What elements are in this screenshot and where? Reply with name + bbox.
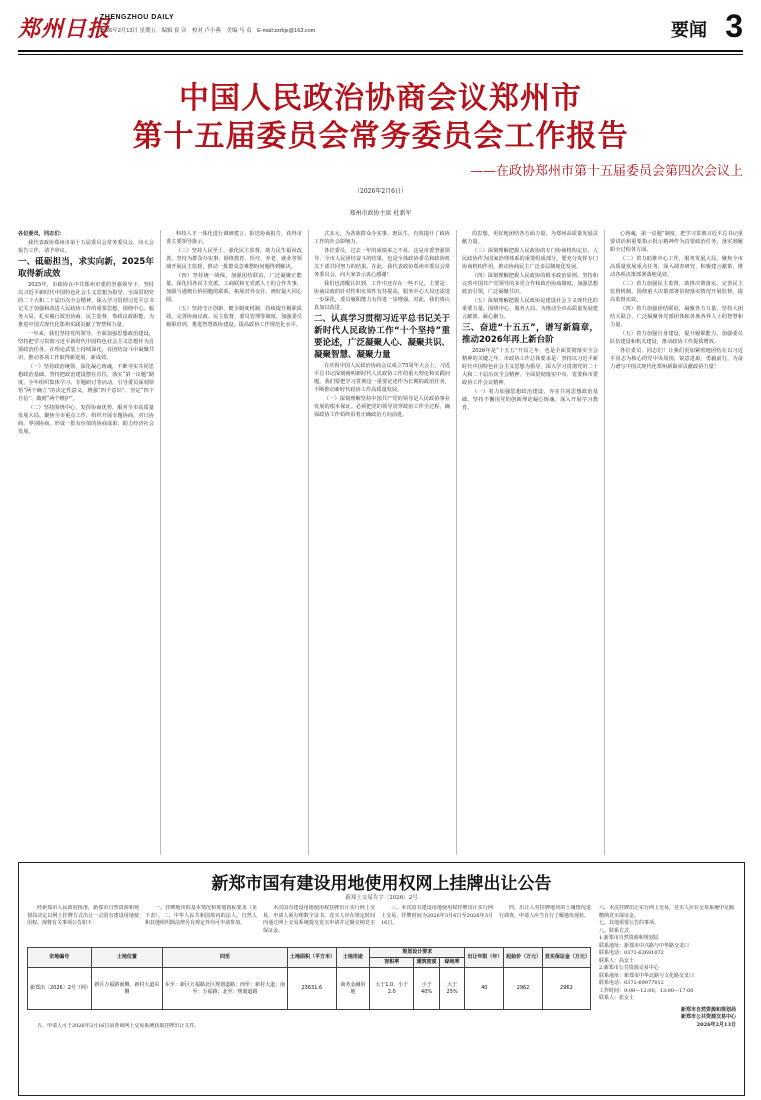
col-header: 宗地编号: [28, 948, 92, 968]
table-row: [28, 968, 591, 1010]
notice-column: [381, 905, 493, 941]
notice-line: 2.新郑市公共资源交易中心: [599, 965, 659, 971]
notice-line: 1.新郑市自然资源和规划局: [599, 935, 659, 941]
page-number: 3: [725, 8, 743, 44]
masthead-rule-thin: [18, 54, 743, 55]
headline: [18, 80, 743, 156]
logo-english: ZHENGZHOU DAILY: [100, 14, 175, 21]
col-subheader: 建筑密度: [414, 958, 440, 968]
paragraph: （二）坚持围绕中心，发挥协商优势，服务全市高质量发展大局。聚焦全市重点工作，组织开展专题协商、对口协商、界别协商，形成一批有价值的协商成果，助力经济社会发展。: [18, 405, 154, 435]
signature-line: 新郑市自然资源和规划局: [680, 1006, 736, 1013]
table-cell: 小于40%: [414, 968, 440, 1010]
column-3: [314, 230, 450, 855]
paragraph: 的思想，更好地团结各方面力量，为郑州高质量发展贡献力量。: [462, 231, 598, 245]
col-subheader: 容积率: [370, 958, 414, 968]
paragraph: （三）坚持人民至上，强化民主监督，助力民生福祉改善。坚持为群众办实事，围绕教育、医疗、养老、就业等领域开展民主监督，推动一批群众急难愁盼问题得到解决。: [166, 248, 302, 270]
paragraph: （四）深刻理解把握人民政协的根本政治原则。坚持和完善中国共产党领导的多党合作和政治协商制度，加强思想政治引领，广泛凝聚共识。: [462, 273, 598, 295]
col-header: 土地位置: [91, 948, 162, 968]
col-header: 竞买保证金（万元）: [542, 948, 590, 968]
notice-contacts: [599, 905, 736, 1090]
notice-column: [499, 905, 591, 941]
section-heading-2: 二、认真学习贯彻习近平总书记关于新时代人民政协工作“十个坚持”重要论述，广泛凝聚人心、凝聚共识、凝聚智慧、凝聚力量: [314, 314, 450, 360]
report-date: （2026年2月6日）: [354, 188, 407, 195]
notice-title: 新郑市国有建设用地使用权网上挂牌出让公告: [211, 874, 552, 894]
column-1: [18, 230, 154, 855]
col-header: 规划设计要求: [370, 948, 465, 958]
headline-line-1: 中国人民政治协商会议郑州市: [179, 81, 582, 116]
paragraph: （三）深刻理解把握人民政协的专门协商机构定位。人民政协作为国家治理体系的重要组成部分，要充分发挥专门协商机构作用，推动协商民主广泛多层制度化发展。: [462, 248, 598, 270]
notice-line: 六、本次挂牌出让实行网上交易，竞买人应在交易系统中足额缴纳竞买保证金。: [599, 905, 735, 919]
paragraph: （一）坚持政治统领，深化凝心铸魂，不断夯实共同思想政治基础。坚持把政治建设摆在首位，落实“第一议题”制度，全年组织集体学习、专题研讨等活动，引导委员深刻领悟“两个确立”的决定性意义，增强“四个意识”、坚定“四个自信”、做到“两个维护”。: [18, 364, 154, 402]
table-cell: 新郑出〔2026〕2号（网）: [28, 968, 92, 1010]
section-heading-3: 三、奋进“十五五”，谱写新篇章，推动2026年再上新台阶: [462, 323, 598, 345]
col-header: 土地用途: [336, 948, 370, 968]
column-2: [166, 230, 302, 855]
col-header: 土地面积（平方米）: [288, 948, 337, 968]
table-header-row: [28, 948, 591, 958]
paragraph: 五、申请人可于2026年3月16日前查询网上交易系统获取挂牌出让文件。: [37, 1023, 200, 1029]
subheadline: ——在政协郑州市第十五届委员会第四次会议上: [469, 164, 743, 179]
paragraph: 我们也清醒认识到，工作中还存在一些不足。主要是：协商议政的针对性和实效性有待提高，服务中心大局还需进一步深化，委员履职能力有待进一步增强。对此，我们将认真加以改进。: [314, 281, 450, 311]
section-heading-1: 一、砥砺担当，求实向新，2025年取得新成效: [18, 257, 154, 279]
notice-line: 联系电话：0371-69977012: [599, 980, 664, 986]
paragraph: 心铸魂，第一议题”制度，把学习贯彻习近平总书记重要讲话和重要指示批示精神作为首要政治任务，落实到履职全过程各方面。: [610, 231, 743, 253]
paragraph: 各位委员，过去一年的成绩来之不易。这是市委坚强领导、全市人民团结奋斗的结果，也是全体政协委员和政协机关干部共同努力的结果。在此，我代表政协郑州市委员会常务委员会，向大家表示衷心感谢！: [314, 248, 450, 278]
table-cell: 大于1.0，小于2.0: [370, 968, 414, 1010]
table-cell: 2962: [542, 968, 590, 1010]
article-body: [18, 230, 743, 855]
byline: 郑州市政协主席 杜新军: [349, 210, 412, 217]
col-header: 出让年限（年）: [465, 948, 504, 968]
column-divider: [456, 230, 457, 855]
col-subheader: 绿地率: [439, 958, 465, 968]
paragraph: （五）坚持守正创新，健全制度机制，持续提升履职质效。完善协商议政、民主监督、委员管理等制度，加强委员履职培训，推进智慧政协建设，提高政协工作规范化水平。: [166, 306, 302, 328]
newspaper-logo: 郑州日报: [18, 16, 111, 42]
table-cell: 大于25%: [439, 968, 465, 1010]
headline-line-2: 第十五届委员会常务委员会工作报告: [132, 119, 629, 154]
paragraph: （二）着力助推中心工作，服务发展大局。聚焦全市高质量发展重点任务，深入调查研究，积极建言献策，推动各项决策部署落地见效。: [610, 256, 743, 278]
column-divider: [604, 230, 605, 855]
paragraph: 四、出让人对挂牌地块的土壤情况进行调查，申请人应当自行了解地块现状。: [499, 905, 591, 919]
section-title: 要闻: [671, 20, 707, 40]
paragraph: 式多元，为各族群众办实事、惠民生，有效提升了政协工作的社会影响力。: [314, 231, 450, 245]
table-cell: 东至：新区万福路北区规划道路；西至：新村大道；南至：万福路；北至：规划道路: [163, 968, 288, 1010]
table-cell: 2962: [504, 968, 543, 1010]
notice-line: 联系人：张女士: [599, 995, 635, 1001]
land-parcel-table: [27, 947, 591, 1010]
notice-line: 联系电话：0371-62691072: [599, 950, 664, 956]
paragraph: （四）坚持统一战线，加强团结联谊，广泛凝聚正能量。深化同各民主党派、工商联和无党派人士的合作共事，加强与港澳台侨同胞的联系，拓展对外交往，画好最大同心圆。: [166, 273, 302, 303]
masthead-rule: [18, 50, 743, 52]
column-4: [462, 230, 598, 855]
notice-column: [27, 905, 139, 941]
paragraph: （五）深刻理解把握人民政协是建设社会主义现代化的重要力量。围绕中心，服务大局，为推动全市高质量发展建言献策、凝心聚力。: [462, 298, 598, 320]
paragraph: 我代表政协郑州市第十五届委员会常务委员会，向大会报告工作，请予审议。: [18, 240, 154, 254]
paragraph: 一年来，我们坚持党的领导，全面加强思想政治建设，坚持把学习贯彻习近平新时代中国特色社会主义思想作为首要政治任务，在理论武装上持续深化，在团结奋斗中凝聚共识，推动各项工作取得新进展、新成效。: [18, 331, 154, 361]
paragraph: 三、本次国有建设用地使用权挂牌出让实行网上交易，挂牌时间为2026年3月6日至2026年3月16日。: [381, 905, 493, 926]
paragraph: 本次国有建设用地使用权挂牌出让实行网上交易，申请人须办理数字证书。竞买人应在规定时间内通过网上交易系统提交竞买申请并足额交纳竞买保证金。: [263, 905, 375, 934]
notice-line: 联系地址：新郑市中华北路与文化路交叉口: [599, 972, 695, 979]
table-cell: 新区万福路南侧、新村大道东侧: [91, 968, 162, 1010]
col-header: 起始价（万元）: [504, 948, 543, 968]
column-divider: [308, 230, 309, 855]
notice-extra: [27, 1023, 587, 1083]
notice-number: 新郑土交易告字〔2026〕2号: [345, 895, 418, 901]
masthead: [18, 8, 743, 64]
paragraph: 2025年，市政协在中共郑州市委的坚强领导下，坚持以习近平新时代中国特色社会主义思想为指导，全面贯彻党的二十大和二十届历次全会精神，深入学习贯彻习近平总书记关于加强和改进人民政协工作的重要思想，围绕中心、服务大局，扎实履行政治协商、民主监督、参政议政职能，为推进中国式现代化郑州实践贡献了智慧和力量。: [18, 282, 154, 328]
paragraph: （一）着力加强思想政治建设，夯实共同思想政治基础。坚持不懈用党的创新理论凝心铸魂，深入开展学习教育。: [462, 389, 598, 411]
signature-line: 新郑市公共资源交易中心: [680, 1014, 736, 1020]
notice-line: 联系人：高女士: [599, 957, 635, 964]
paragraph: 一、挂牌地块的基本情况和规划指标要求（见下表）。二、中华人民共和国境内的法人、自然人和其他组织除法律另有规定外均可申请参加。: [145, 905, 257, 926]
salutation: 各位委员，同志们：: [18, 231, 65, 237]
col-header: 四至: [163, 948, 288, 968]
notice-line: 七、其他需要公告的事项。: [599, 920, 660, 926]
paragraph: 科技人才一体化进行调研建言，报送协商报告，获得市委主要领导批示。: [166, 231, 302, 245]
column-divider: [160, 230, 161, 855]
notice-column: [145, 905, 257, 941]
paragraph: （一）深刻理解坚持中国共产党的领导是人民政协事业发展的根本保证。必须把党的领导贯穿政协工作全过程，确保政协工作始终沿着正确政治方向前进。: [314, 396, 450, 418]
notice-column: [263, 905, 375, 941]
signature-date: 2026年2月13日: [696, 1021, 736, 1028]
notice-line: 工作时间：9:00—12:00，13:00—17:00: [599, 987, 694, 994]
column-5: [610, 230, 743, 855]
notice-line: 联系地址：新郑市中兴路与中华路交叉口: [599, 942, 690, 949]
table-cell: 40: [465, 968, 504, 1010]
table-cell: 23631.6: [288, 968, 337, 1010]
paragraph: （三）着力加强民主监督，助推决策落实。完善民主监督机制，围绕重大决策部署贯彻落实情况开展监督，提高监督实效。: [610, 281, 743, 303]
table-cell: 商务金融用地: [336, 968, 370, 1010]
paragraph: 在庆祝中国人民政治协商会议成立75周年大会上，习近平总书记深刻阐明新时代人民政协工作的重大理论和实践问题。我们要把学习贯彻这一重要论述作为长期的政治任务，不断推动新时代政协工作高质量发展。: [314, 363, 450, 393]
paragraph: 经新郑市人民政府批准，新郑市自然资源和规划局决定以网上挂牌方式出让一宗国有建设用地使用权。现将有关事项公告如下：: [27, 905, 139, 926]
paragraph: 2026年是“十五五”开局之年，也是全面贯彻落实全会精神的关键之年。市政协工作总体要求是：坚持以习近平新时代中国特色社会主义思想为指导，深入学习贯彻党的二十大和二十届历次全会精神，全面贯彻落实中央、省委和市委政协工作会议精神。: [462, 348, 598, 386]
notice-line: 八、联系方式: [599, 927, 630, 934]
paragraph: 各位委员、同志们！让我们更加紧密地团结在以习近平同志为核心的党中央周围，锐意进取，勇毅前行，为奋力谱写中国式现代化郑州新篇章贡献政协力量！: [610, 348, 743, 370]
paragraph: （四）着力加强团结联谊，凝聚各方力量。坚持大团结大联合，广泛凝聚各党派团体和各族各界人士的智慧和力量。: [610, 306, 743, 328]
issue-line: 2026年2月13日 星期五 编辑 崔 音 校对 卢小燕 美编 马 贞 E-mail:zzrbjx@163.com: [100, 28, 316, 34]
paragraph: （五）着力加强自身建设，提升履职能力。加强委员队伍建设和机关建设，推动政协工作提质增效。: [610, 331, 743, 345]
land-auction-notice: [18, 862, 745, 1096]
